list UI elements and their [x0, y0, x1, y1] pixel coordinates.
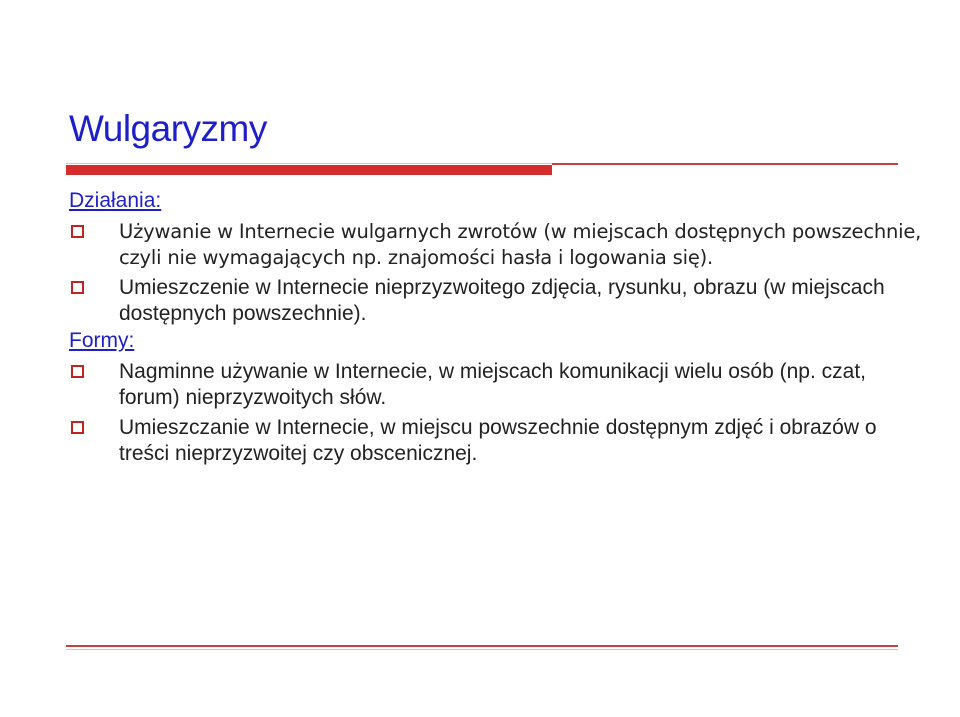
list-item — [69, 275, 929, 327]
list-item — [69, 219, 929, 271]
checkbox-bullet-icon — [71, 281, 84, 294]
top-divider-red-line — [552, 163, 898, 165]
list-item-text: Używanie w Internecie wulgarnych zwrotów (w miejscach dostępnych powszechnie, czyli nie wymagających np. znajomości hasła i logowania się). — [119, 220, 922, 269]
checkbox-bullet-icon — [71, 225, 84, 238]
list-item — [69, 415, 929, 467]
checkbox-bullet-icon — [71, 365, 84, 378]
section-heading-formy: Formy: — [69, 329, 135, 352]
list-item — [69, 359, 929, 411]
slide-title: Wulgaryzmy — [69, 108, 267, 149]
bottom-divider-red — [66, 645, 898, 647]
slide-content — [69, 187, 929, 467]
top-divider-red-bar — [66, 165, 552, 175]
bottom-divider-grey — [66, 649, 898, 650]
list-item-text: Nagminne używanie w Internecie, w miejscach komunikacji wielu osób (np. czat, forum) nieprzyzwoitych słów. — [119, 360, 866, 409]
section-heading-dzialania: Działania: — [69, 189, 162, 212]
list-item-text: Umieszczenie w Internecie nieprzyzwoitego zdjęcia, rysunku, obrazu (w miejscach dostępnych powszechnie). — [119, 276, 885, 325]
checkbox-bullet-icon — [71, 421, 84, 434]
list-item-text: Umieszczanie w Internecie, w miejscu powszechnie dostępnym zdjęć i obrazów o treści nieprzyzwoitej czy obscenicznej. — [119, 416, 877, 465]
